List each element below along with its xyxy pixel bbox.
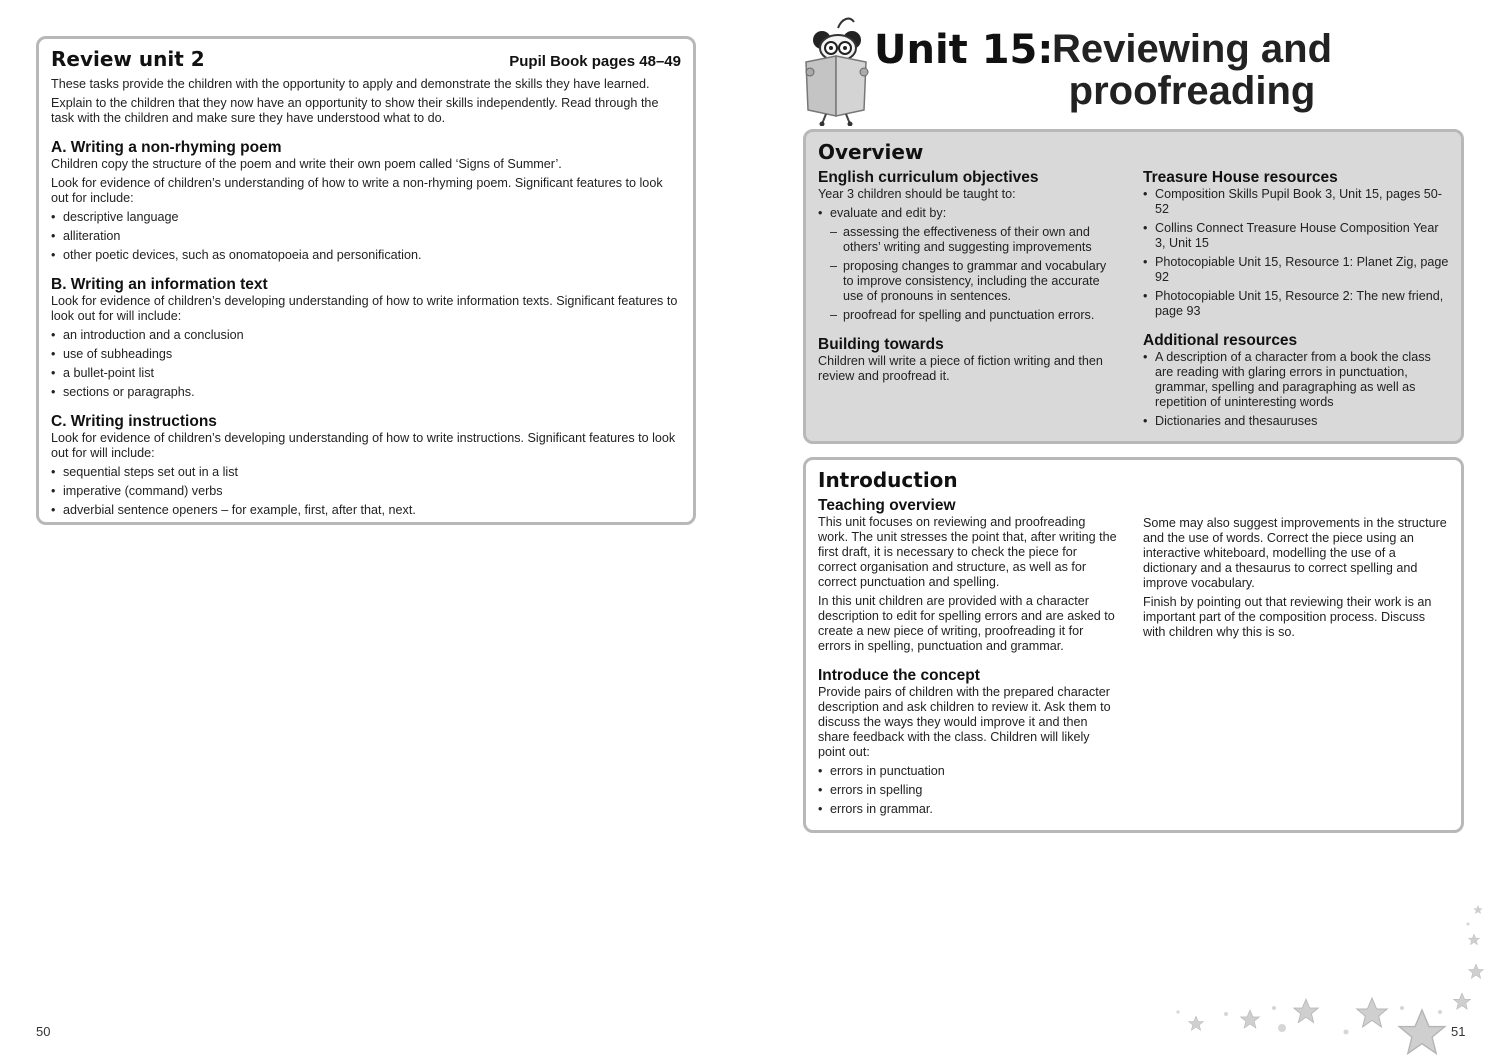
list-item: – proofread for spelling and punctuation errors. [818,308,1118,323]
page-number-left: 50 [36,1024,51,1039]
list-item: • errors in punctuation [818,764,1118,779]
concept-text: Provide pairs of children with the prepared character description and ask children to review it. Ask them to discuss the ways they would improve it and then share feedback with the class. Children will likely point out: [818,685,1111,759]
list-item: • a bullet-point list [51,366,681,381]
list-item: • errors in grammar. [818,802,1118,817]
section-b-para-1: Look for evidence of children’s developing understanding of how to write information texts. Significant features to look out for will include: [51,294,678,323]
section-a-list [51,210,681,263]
list-item: – proposing changes to grammar and vocabulary to improve consistency, including the accurate use of pronouns in sentences. [818,259,1118,304]
review-intro-2: Explain to the children that they now have an opportunity to show their skills independently. Read through the task with the children and make sure they have understood what to do. [51,96,659,125]
overview-right-column [1143,168,1449,429]
list-item: • Collins Connect Treasure House Composition Year 3, Unit 15 [1143,221,1449,251]
additional-heading: Additional resources [1143,332,1298,349]
introduction-title: Introduction [818,468,958,492]
introduction-box [803,457,1464,833]
review-title: Review unit 2 [51,47,205,71]
list-item: • imperative (command) verbs [51,484,681,499]
introduction-columns [818,496,1449,817]
section-a-heading: A. Writing a non-rhyming poem [51,139,282,156]
building-heading: Building towards [818,336,944,353]
section-c-list [51,465,681,518]
introduction-left-column [818,496,1118,817]
review-header [51,47,681,71]
resources-heading: Treasure House resources [1143,169,1338,186]
list-item: • Photocopiable Unit 15, Resource 1: Planet Zig, page 92 [1143,255,1449,285]
list-item: • alliteration [51,229,681,244]
resources-list [1143,187,1449,319]
introduction-right-column [1143,496,1449,817]
section-c-para-1: Look for evidence of children’s developing understanding of how to write instructions. Significant features to look out for will include: [51,431,676,460]
list-item: • sections or paragraphs. [51,385,681,400]
objectives-list [818,206,1118,323]
page-number-right: 51 [1451,1024,1466,1039]
teaching-para-1: This unit focuses on reviewing and proofreading work. The unit stresses the point that, after writing the first draft, it is necessary to check the piece for correct organisation and structure, as well as for correct punctuation and spelling. [818,515,1117,589]
list-item: • Dictionaries and thesauruses [1143,414,1449,429]
section-c-heading: C. Writing instructions [51,413,217,430]
list-item: • adverbial sentence openers – for example, first, after that, next. [51,503,681,518]
section-b-heading: B. Writing an information text [51,276,268,293]
overview-left-column [818,168,1118,429]
objectives-lead: Year 3 children should be taught to: [818,187,1016,201]
bookworm-mascot-icon [800,14,872,126]
teaching-heading: Teaching overview [818,497,956,514]
list-item: • errors in spelling [818,783,1118,798]
list-item: • other poetic devices, such as onomatopoeia and personification. [51,248,681,263]
pupil-book-pages: Pupil Book pages 48–49 [509,53,681,70]
list-item: • descriptive language [51,210,681,225]
objectives-heading: English curriculum objectives [818,169,1039,186]
list-item: • evaluate and edit by: [818,206,1118,221]
unit-name-line-2: proofreading [1068,69,1316,113]
intro-right-para-2: Finish by pointing out that reviewing their work is an important part of the composition process. Discuss with children why this is so. [1143,595,1432,639]
list-item: • an introduction and a conclusion [51,328,681,343]
list-item: – assessing the effectiveness of their own and others’ writing and suggesting improvements [818,225,1118,255]
concept-heading: Introduce the concept [818,667,980,684]
unit-number: Unit 15: [874,27,1054,73]
review-unit-box [36,36,696,525]
overview-box [803,129,1464,444]
overview-title: Overview [818,140,924,164]
intro-right-para-1: Some may also suggest improvements in the structure and the use of words. Correct the piece using an interactive whiteboard, modelling the use of a dictionary and a thesaurus to correct spelling and improve vocabulary. [1143,516,1447,590]
star-icon [1170,900,1490,1056]
list-item: • Composition Skills Pupil Book 3, Unit 15, pages 50-52 [1143,187,1449,217]
list-item: • use of subheadings [51,347,681,362]
unit-name-line-1: Reviewing and [1051,27,1333,71]
section-a-para-1: Children copy the structure of the poem and write their own poem called ‘Signs of Summer’. [51,157,562,171]
teaching-para-2: In this unit children are provided with a character description to edit for spelling errors and are asked to create a new piece of writing, proofreading it for errors in spelling, punctuation and grammar. [818,594,1115,653]
additional-list [1143,350,1449,429]
list-item: • Photocopiable Unit 15, Resource 2: The new friend, page 93 [1143,289,1449,319]
section-b-list [51,328,681,400]
concept-list [818,764,1118,817]
section-a-para-2: Look for evidence of children’s understanding of how to write a non-rhyming poem. Significant features to look out for include: [51,176,663,205]
list-item: • A description of a character from a book the class are reading with glaring errors in punctuation, grammar, spelling and paragraphing as well as repetition of uninteresting words [1143,350,1449,410]
unit-name [1042,28,1342,112]
review-intro-1: These tasks provide the children with the opportunity to apply and demonstrate the skills they have learned. [51,77,650,91]
list-item: • sequential steps set out in a list [51,465,681,480]
building-text: Children will write a piece of fiction writing and then review and proofread it. [818,354,1103,383]
overview-columns [818,168,1449,429]
